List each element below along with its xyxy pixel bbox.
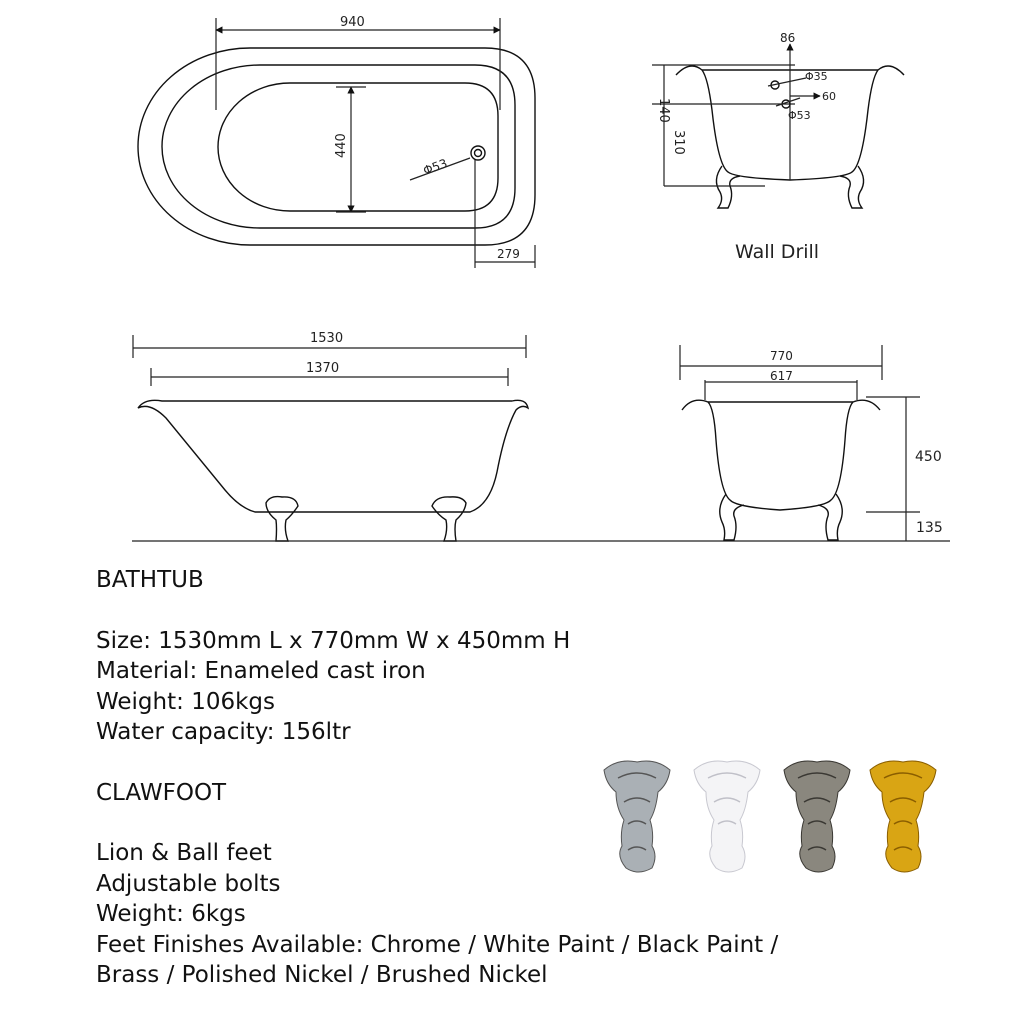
dimension-60-label: 60 <box>822 90 836 103</box>
dimension-1530-label: 1530 <box>310 331 344 346</box>
end-view <box>680 345 943 541</box>
nickel-clawfoot-icon <box>778 758 856 878</box>
clawfoot-weight: Weight: 6kgs <box>96 901 246 927</box>
bathtub-weight: Weight: 106kgs <box>96 688 275 715</box>
drain-hole-inner <box>475 150 482 157</box>
top-view <box>138 15 535 268</box>
dimension-450-label: 450 <box>915 449 942 465</box>
hole-diameter-35-label: Φ35 <box>805 70 828 83</box>
dimension-770-label: 770 <box>770 349 793 363</box>
end-view-tub-body <box>682 400 880 510</box>
drain-diameter-label: Φ53 <box>421 156 450 178</box>
dimension-940-label: 940 <box>340 15 365 30</box>
dimension-86-label: 86 <box>780 31 796 45</box>
brass-clawfoot-icon <box>864 758 942 878</box>
dimension-440-label: 440 <box>334 133 349 158</box>
bathtub-material: Material: Enameled cast iron <box>96 658 426 684</box>
dimension-310-label: 310 <box>671 130 686 155</box>
side-view-right-foot <box>432 497 466 541</box>
side-view-left-foot <box>266 497 298 541</box>
clawfoot-heading: CLAWFOOT <box>96 779 227 806</box>
wall-drill-title: Wall Drill <box>735 241 820 263</box>
bathtub-heading: BATHTUB <box>96 567 204 593</box>
drain-hole <box>471 146 485 160</box>
clawfoot-finishes-line-2: Brass / Polished Nickel / Brushed Nickel <box>96 962 548 988</box>
dimension-140-label: 140 <box>656 98 671 123</box>
bathtub-size: Size: 1530mm L x 770mm W x 450mm H <box>96 627 571 654</box>
dimension-279-label: 279 <box>497 247 520 261</box>
dimension-135-label: 135 <box>916 520 943 536</box>
clawfoot-bolts: Adjustable bolts <box>96 870 281 897</box>
dimension-617-label: 617 <box>770 369 793 383</box>
top-view-basin <box>218 83 498 211</box>
wall-drill-view <box>652 31 904 263</box>
foot-finish-samples <box>598 758 943 878</box>
chrome-clawfoot-icon <box>598 758 676 878</box>
bathtub-capacity: Water capacity: 156ltr <box>96 719 351 745</box>
white-clawfoot-icon <box>688 758 766 878</box>
hole-diameter-53-label: Φ53 <box>788 109 811 122</box>
dimension-1370-label: 1370 <box>306 361 340 376</box>
clawfoot-finishes-line-1: Feet Finishes Available: Chrome / White Paint / Black Paint / <box>96 931 779 958</box>
clawfoot-type: Lion & Ball feet <box>96 840 272 866</box>
side-view-tub-body <box>138 400 528 512</box>
